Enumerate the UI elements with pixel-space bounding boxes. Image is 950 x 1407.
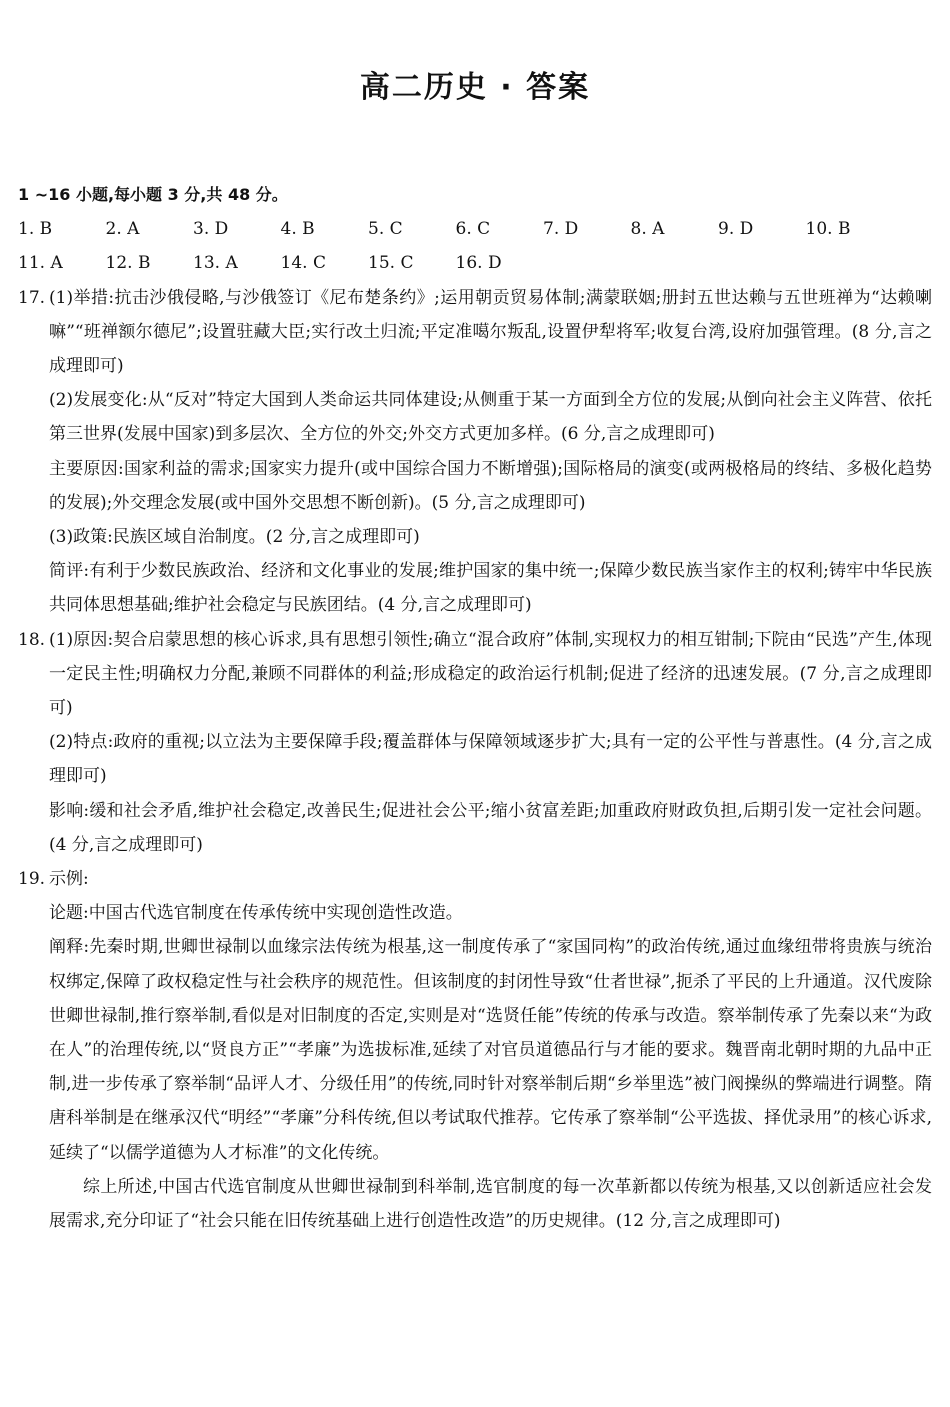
mc-answer: 10. B	[805, 219, 851, 240]
question-number: 19.	[18, 869, 46, 890]
page-title: 高二历史 · 答案	[359, 70, 591, 105]
q17-part2: (2)发展变化:从“反对”特定大国到人类命运共同体建设;从侧重于某一方面到全方位的发展;从倒向社会主义阵营、依托第三世界(发展中国家)到多层次、全方位的外交;外交方式更加多样。(6 分,言之成理即可)	[49, 390, 932, 445]
question-19	[18, 862, 932, 1238]
mc-answers-row-1	[18, 212, 932, 246]
mc-answer: 6. C	[455, 219, 491, 240]
mc-answers-row-2	[18, 246, 932, 280]
mc-answer: 8. A	[630, 219, 665, 240]
mc-answer: 3. D	[193, 219, 229, 240]
mc-answer: 12. B	[105, 253, 151, 274]
q17-part3-review: 简评:有利于少数民族政治、经济和文化事业的发展;维护国家的集中统一;保障少数民族当家作主的权利;铸牢中华民族共同体思想基础;维护社会稳定与民族团结。(4 分,言之成理即可)	[49, 561, 932, 616]
q18-part2-impact: 影响:缓和社会矛盾,维护社会稳定,改善民生;促进社会公平;缩小贫富差距;加重政府财政负担,后期引发一定社会问题。(4 分,言之成理即可)	[49, 800, 932, 855]
question-number: 17.	[18, 287, 46, 308]
mc-answer: 15. C	[368, 253, 414, 274]
q17-part3: (3)政策:民族区域自治制度。(2 分,言之成理即可)	[49, 526, 420, 547]
mc-answer: 11. A	[18, 253, 63, 274]
mc-answer: 1. B	[18, 219, 53, 240]
question-18	[18, 623, 932, 862]
q18-part1: (1)原因:契合启蒙思想的核心诉求,具有思想引领性;确立“混合政府”体制,实现权力的相互钳制;下院由“民选”产生,体现一定民主性;明确权力分配,兼顾不同群体的利益;形成稳定的政治运行机制;促进了经济的迅速发展。(7 分,言之成理即可)	[49, 629, 932, 718]
mc-answer: 14. C	[280, 253, 326, 274]
mc-answer: 9. D	[718, 219, 754, 240]
question-number: 18.	[18, 629, 46, 650]
q19-conclusion: 综上所述,中国古代选官制度从世卿世禄制到科举制,选官制度的每一次革新都以传统为根基,又以创新适应社会发展需求,充分印证了“社会只能在旧传统基础上进行创造性改造”的历史规律。(12 分,言之成理即可)	[49, 1176, 932, 1232]
mc-answer: 2. A	[105, 219, 140, 240]
question-17	[18, 281, 932, 623]
q18-part2: (2)特点:政府的重视;以立法为主要保障手段;覆盖群体与保障领域逐步扩大;具有一定的公平性与普惠性。(4 分,言之成理即可)	[49, 732, 932, 787]
mc-answer: 13. A	[193, 253, 238, 274]
q19-example-label: 示例:	[49, 869, 89, 890]
q19-explanation: 阐释:先秦时期,世卿世禄制以血缘宗法传统为根基,这一制度传承了“家国同构”的政治传统,通过血缘纽带将贵族与统治权绑定,保障了政权稳定性与社会秩序的规范性。但该制度的封闭性导致“仕者世禄”,扼杀了平民的上升通道。汉代废除世卿世禄制,推行察举制,看似是对旧制度的否定,实则是对“选贤任能”传统的传承与改造。察举制传承了先秦以来“为政在人”的治理传统,以“贤良方正”“孝廉”为选拔标准,延续了对官员道德品行与才能的要求。魏晋南北朝时期的九品中正制,进一步传承了察举制“品评人才、分级任用”的传统,同时针对察举制后期“乡举里选”被门阀操纵的弊端进行调整。隋唐科举制是在继承汉代“明经”“孝廉”分科传统,但以考试取代推荐。它传承了察举制“公平选拔、择优录用”的核心诉求,延续了“以儒学道德为人才标准”的文化传统。	[49, 937, 932, 1163]
q19-thesis: 论题:中国古代选官制度在传承传统中实现创造性改造。	[49, 903, 463, 924]
mc-answer: 5. C	[368, 219, 403, 240]
mc-intro: 1 ~16 小题,每小题 3 分,共 48 分。	[18, 185, 288, 204]
answer-content	[18, 178, 932, 1238]
mc-answer: 4. B	[280, 219, 315, 240]
q17-part1: (1)举措:抗击沙俄侵略,与沙俄签订《尼布楚条约》;运用朝贡贸易体制;满蒙联姻;册封五世达赖与五世班禅为“达赖喇嘛”“班禅额尔德尼”;设置驻藏大臣;实行改土归流;平定准噶尔叛乱,设置伊犁将军;收复台湾,设府加强管理。(8 分,言之成理即可)	[49, 287, 932, 376]
mc-answer: 16. D	[455, 253, 502, 274]
mc-answer: 7. D	[543, 219, 579, 240]
q17-part2-reasons: 主要原因:国家利益的需求;国家实力提升(或中国综合国力不断增强);国际格局的演变(或两极格局的终结、多极化趋势的发展);外交理念发展(或中国外交思想不断创新)。(5 分,言之成理即可)	[49, 458, 932, 513]
